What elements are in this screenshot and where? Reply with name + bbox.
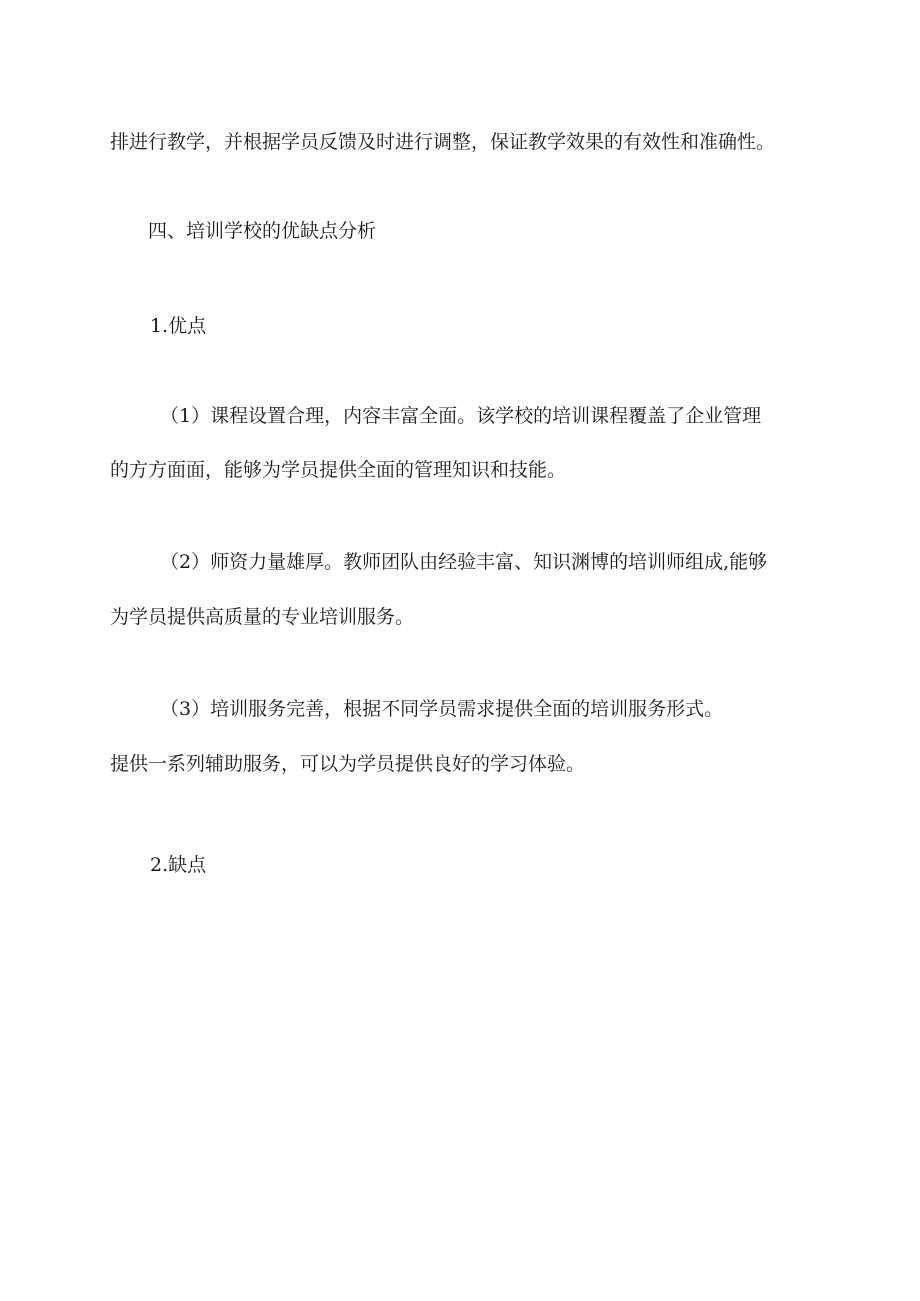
advantage-2-line-2: 为学员提供高质量的专业培训服务。 bbox=[110, 606, 415, 628]
advantage-1-line-1: （1）课程设置合理，内容丰富全面。该学校的培训课程覆盖了企业管理 bbox=[160, 405, 762, 427]
advantages-heading: 1.优点 bbox=[150, 315, 207, 337]
advantage-3-line-2: 提供一系列辅助服务，可以为学员提供良好的学习体验。 bbox=[110, 753, 586, 775]
paragraph-continuation: 排进行教学，并根据学员反馈及时进行调整，保证教学效果的有效性和准确性。 bbox=[110, 131, 776, 153]
advantage-2-line-1: （2）师资力量雄厚。教师团队由经验丰富、知识渊博的培训师组成,能够 bbox=[160, 551, 768, 573]
advantage-1-line-2: 的方方面面，能够为学员提供全面的管理知识和技能。 bbox=[110, 459, 567, 481]
disadvantages-heading: 2.缺点 bbox=[150, 854, 207, 876]
advantage-3-line-1: （3）培训服务完善，根据不同学员需求提供全面的培训服务形式。 bbox=[160, 698, 724, 720]
section-heading: 四、培训学校的优缺点分析 bbox=[148, 220, 377, 242]
